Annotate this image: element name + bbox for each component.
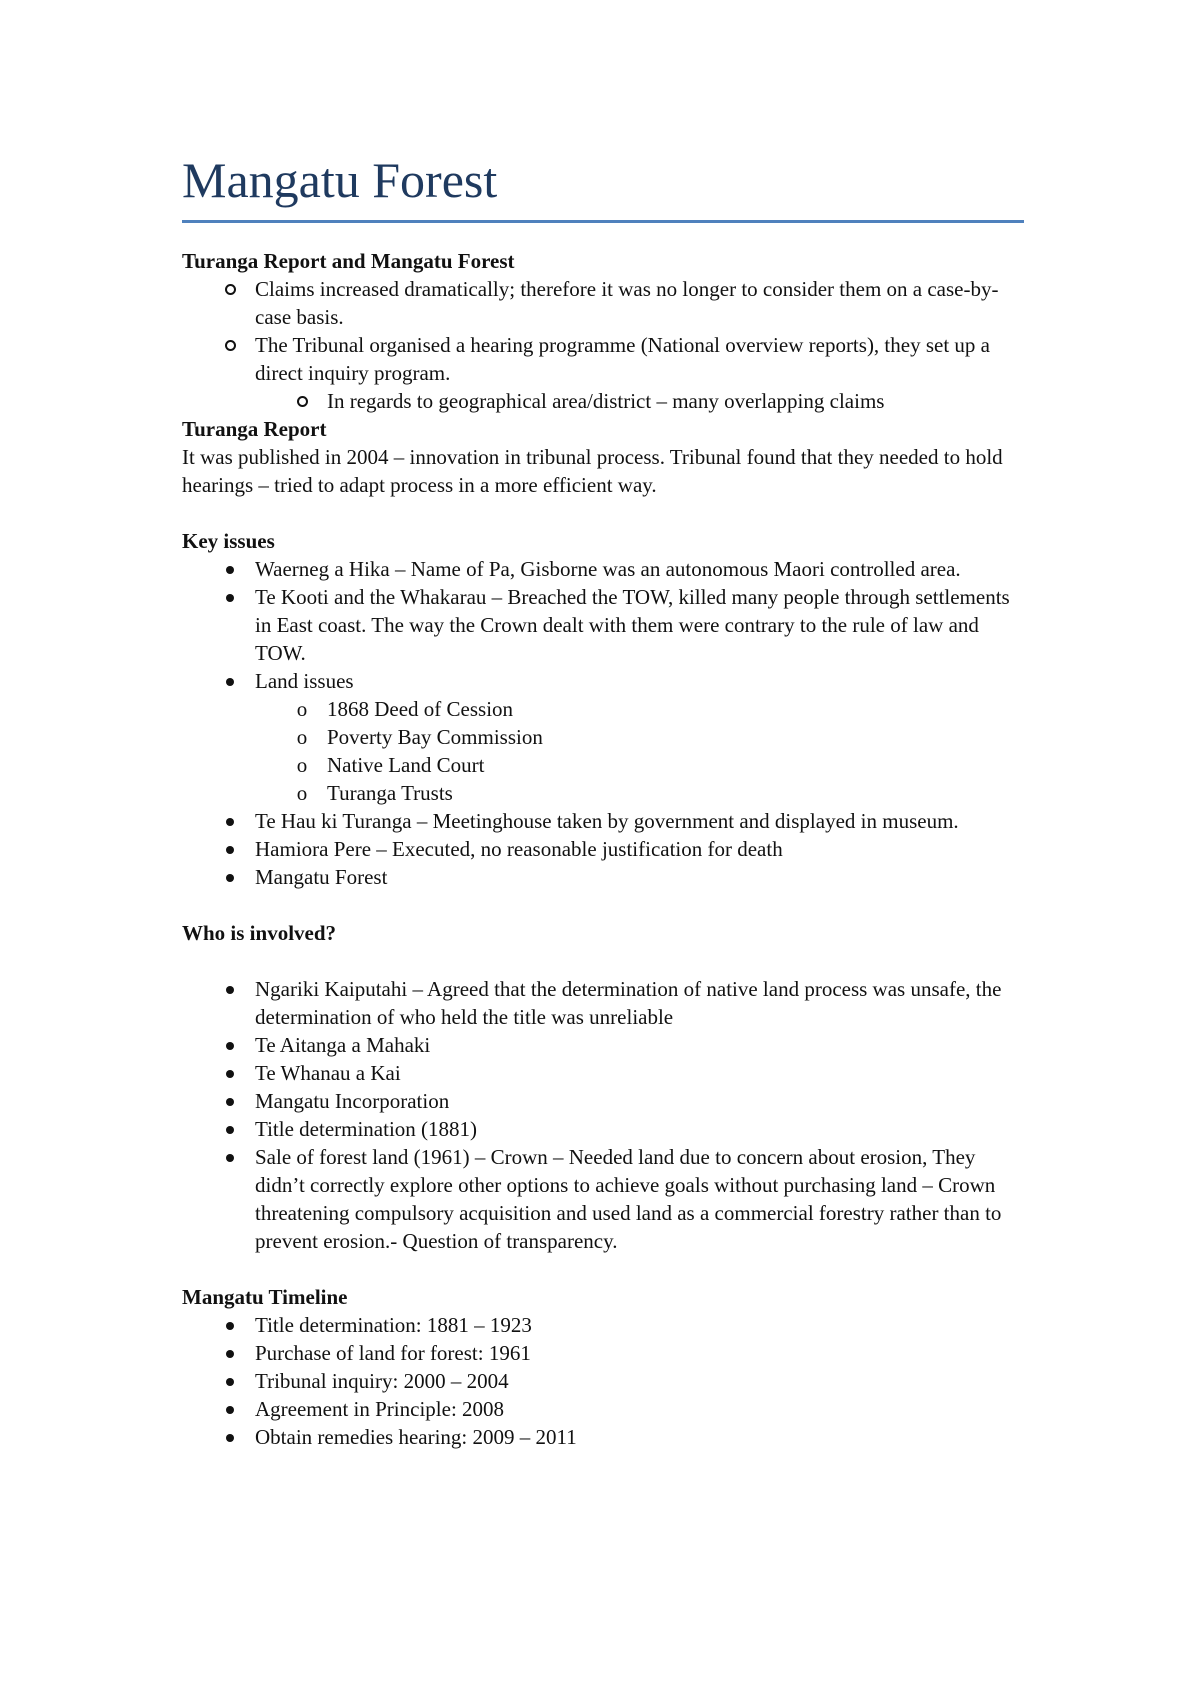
section-heading-turanga-mangatu: Turanga Report and Mangatu Forest — [182, 249, 515, 273]
list-item: Te Aitanga a Mahaki — [182, 1031, 1024, 1059]
list-item: Title determination: 1881 – 1923 — [182, 1311, 1024, 1339]
bullet-icon — [226, 1098, 234, 1106]
hollow-bullet-icon — [297, 396, 308, 407]
list-item: Sale of forest land (1961) – Crown – Needed land due to concern about erosion, They didn’t correctly explore other options to achieve goals without purchasing land – Crown threatening compulsory acquisition and used land as a commercial forestry rather than to prevent erosion.- Question of transparency. — [182, 1143, 1024, 1255]
list-item: Mangatu Forest — [182, 863, 1024, 891]
list-item: o Poverty Bay Commission — [296, 725, 543, 749]
bullet-icon — [226, 1406, 234, 1414]
list-item: Claims increased dramatically; therefore it was no longer to consider them on a case-by-case basis. — [182, 275, 1024, 331]
section-heading-who-is-involved: Who is involved? — [182, 921, 337, 945]
document-body — [182, 150, 1024, 1451]
bullet-icon — [226, 594, 234, 602]
list-item: Te Hau ki Turanga – Meetinghouse taken by government and displayed in museum. — [182, 807, 1024, 835]
list-item: Mangatu Incorporation — [182, 1087, 1024, 1115]
page-title: Mangatu Forest — [182, 150, 1024, 223]
turanga-report-paragraph: It was published in 2004 – innovation in tribunal process. Tribunal found that they needed to hold hearings – tried to adapt process in a more efficient way. — [182, 445, 1003, 497]
bullet-icon — [226, 1434, 234, 1442]
list-item: Waerneg a Hika – Name of Pa, Gisborne was an autonomous Maori controlled area. — [182, 555, 1024, 583]
key-issues-list — [182, 555, 1024, 695]
list-item: Title determination (1881) — [182, 1115, 1024, 1143]
bullet-icon — [226, 1126, 234, 1134]
bullet-icon — [226, 874, 234, 882]
bullet-icon — [226, 566, 234, 574]
list-item: Tribunal inquiry: 2000 – 2004 — [182, 1367, 1024, 1395]
hollow-bullet-icon — [225, 340, 236, 351]
list-item: Agreement in Principle: 2008 — [182, 1395, 1024, 1423]
bullet-icon — [226, 1322, 234, 1330]
list-item: Hamiora Pere – Executed, no reasonable justification for death — [182, 835, 1024, 863]
bullet-icon — [226, 1070, 234, 1078]
turanga-mangatu-sublist — [182, 387, 1024, 415]
list-item: o 1868 Deed of Cession — [296, 697, 514, 721]
bullet-icon — [226, 1154, 234, 1162]
bullet-icon — [226, 1042, 234, 1050]
section-heading-key-issues: Key issues — [182, 529, 275, 553]
section-heading-turanga-report: Turanga Report — [182, 417, 327, 441]
land-issues-sublist — [182, 695, 1024, 807]
mangatu-timeline-list — [182, 1311, 1024, 1451]
bullet-icon — [226, 846, 234, 854]
list-item: In regards to geographical area/district – many overlapping claims — [182, 387, 1024, 415]
section-heading-mangatu-timeline: Mangatu Timeline — [182, 1285, 348, 1309]
bullet-icon — [226, 986, 234, 994]
key-issues-list-continued — [182, 807, 1024, 891]
list-item: Te Whanau a Kai — [182, 1059, 1024, 1087]
who-is-involved-list — [182, 975, 1024, 1255]
turanga-mangatu-list — [182, 275, 1024, 387]
bullet-icon — [226, 818, 234, 826]
hollow-bullet-icon — [225, 284, 236, 295]
list-item: The Tribunal organised a hearing programme (National overview reports), they set up a direct inquiry program. — [182, 331, 1024, 387]
bullet-icon — [226, 1350, 234, 1358]
list-item: Ngariki Kaiputahi – Agreed that the determination of native land process was unsafe, the determination of who held the title was unreliable — [182, 975, 1024, 1031]
list-item: Purchase of land for forest: 1961 — [182, 1339, 1024, 1367]
list-item: Obtain remedies hearing: 2009 – 2011 — [182, 1423, 1024, 1451]
bullet-icon — [226, 1378, 234, 1386]
bullet-icon — [226, 678, 234, 686]
list-item: o Turanga Trusts — [296, 781, 453, 805]
list-item: Land issues — [182, 667, 1024, 695]
list-item: o Native Land Court — [296, 753, 485, 777]
list-item: Te Kooti and the Whakarau – Breached the TOW, killed many people through settlements in East coast. The way the Crown dealt with them were contrary to the rule of law and TOW. — [182, 583, 1024, 667]
